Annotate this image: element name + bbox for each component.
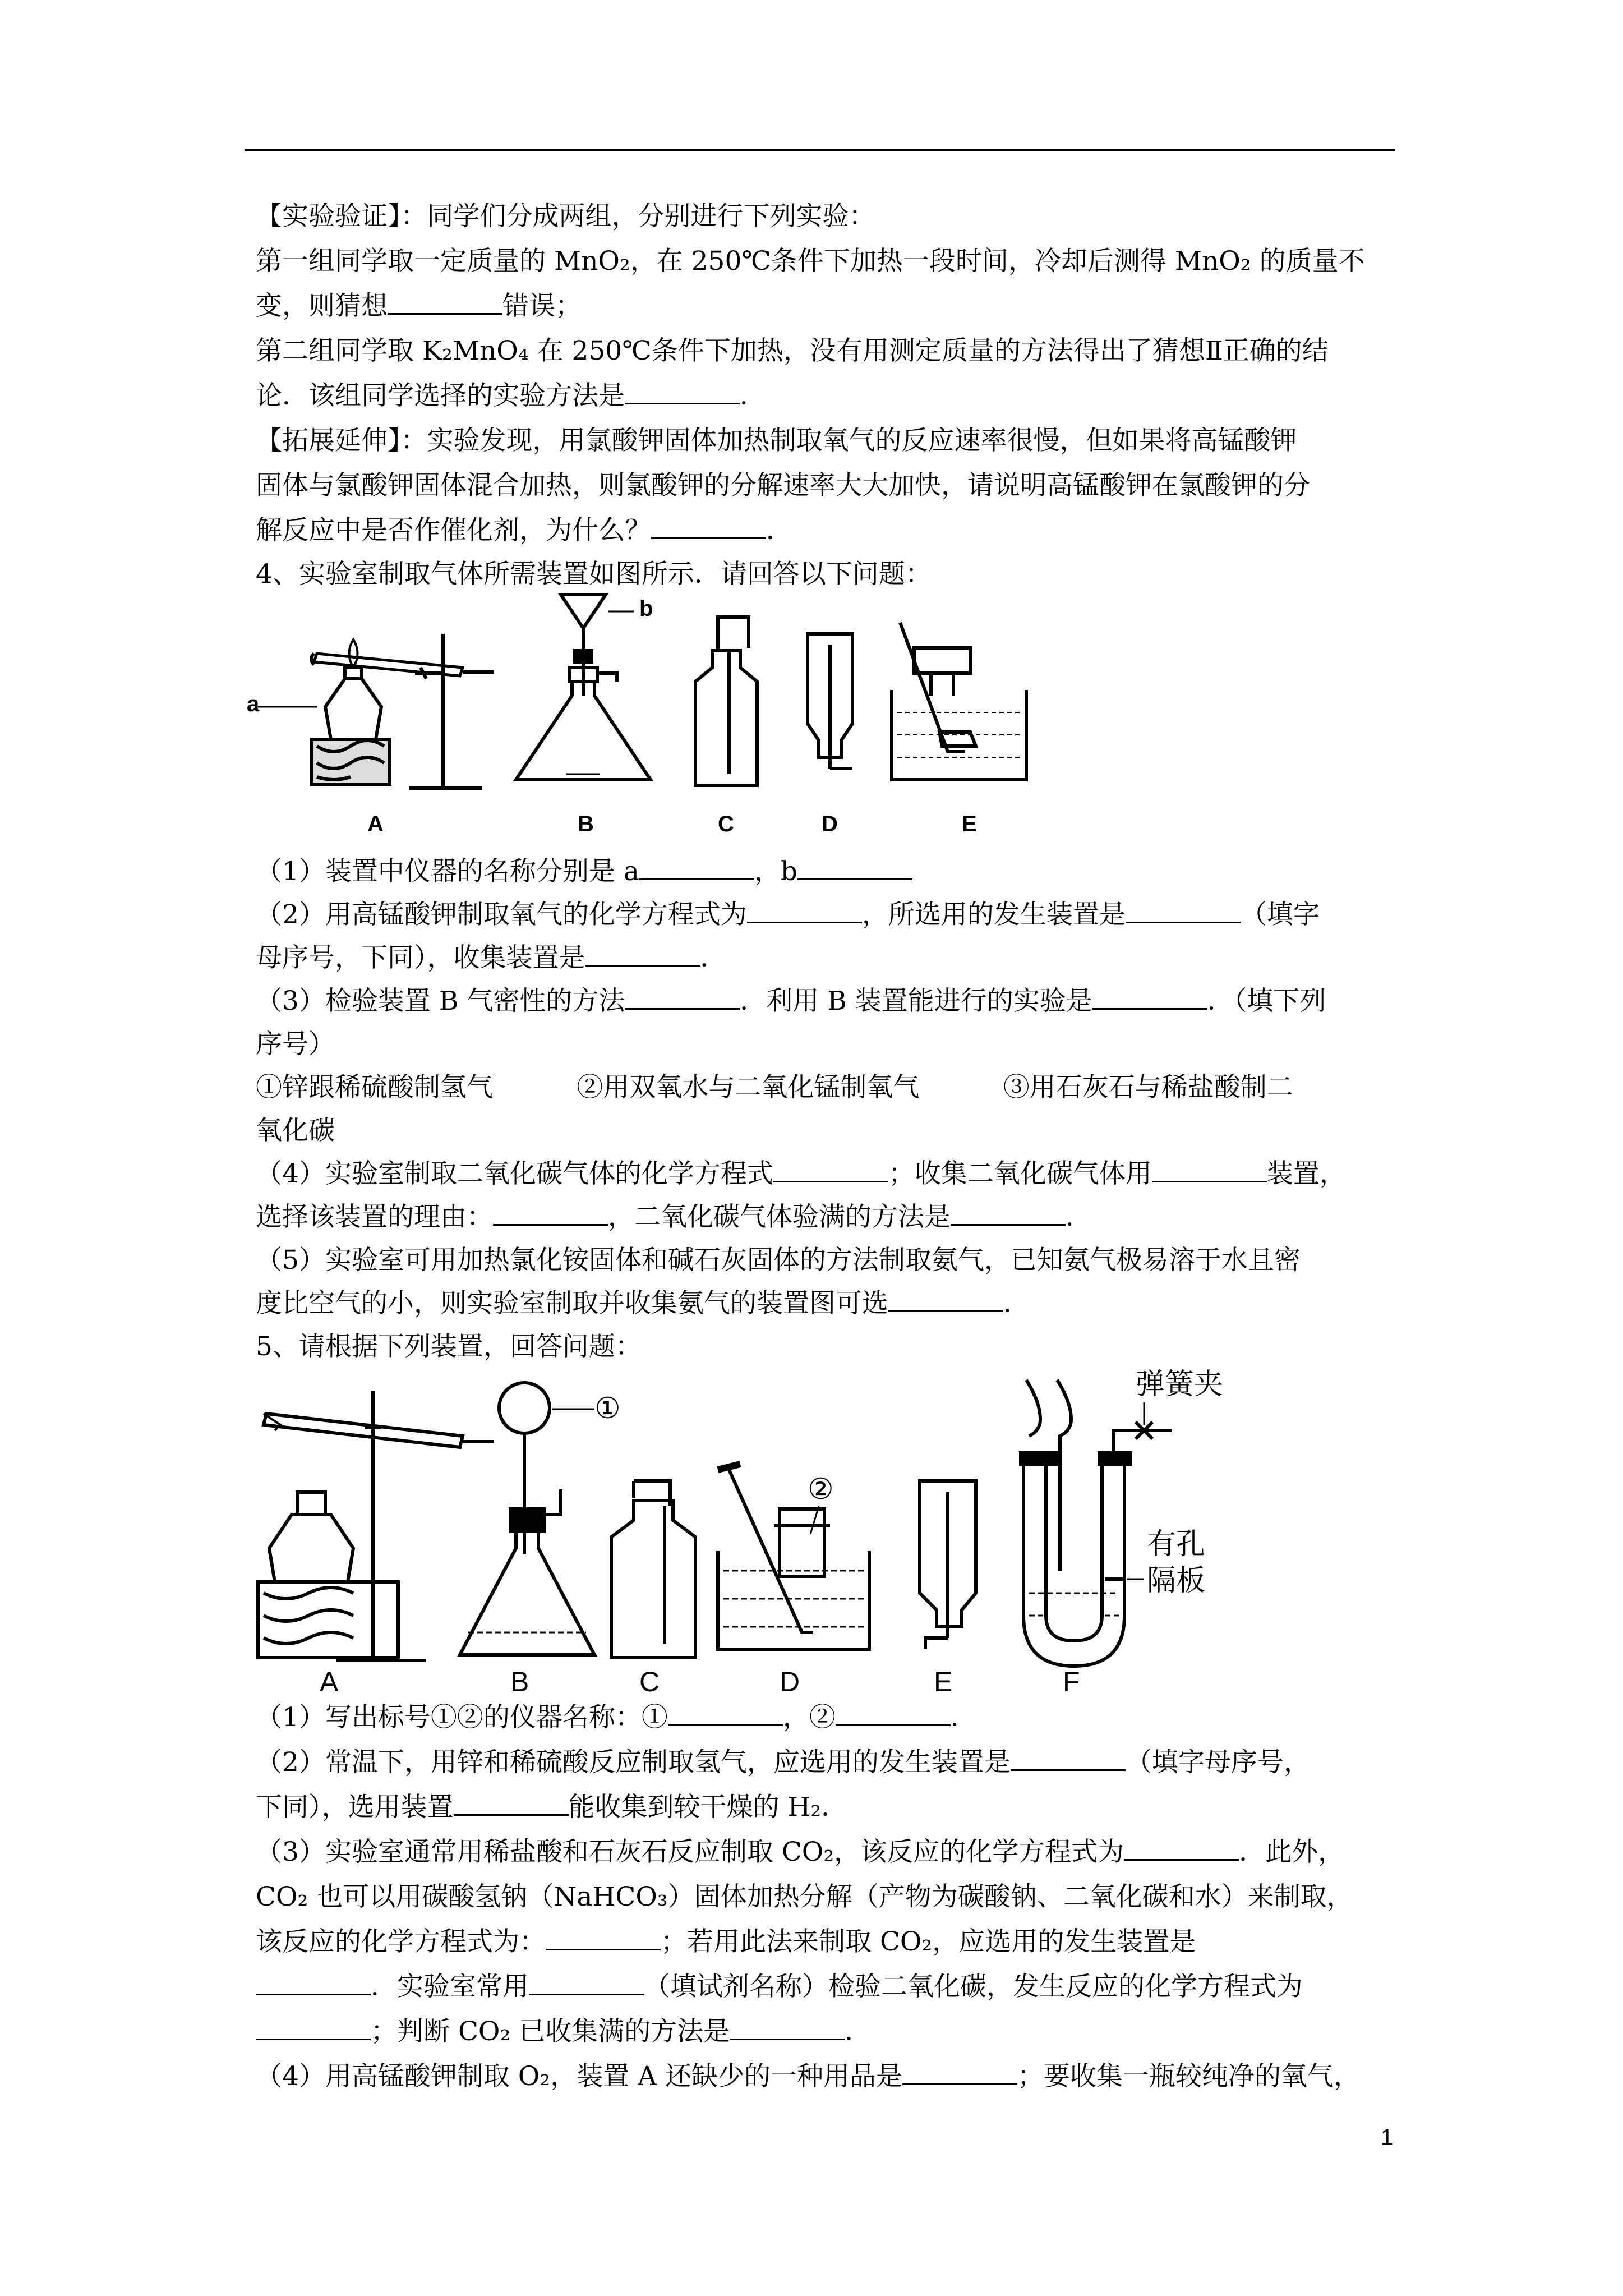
marker-2: ②: [808, 1473, 834, 1506]
text-line: [256, 425, 1297, 457]
answer-blank[interactable]: [730, 2016, 845, 2040]
answer-blank[interactable]: [902, 2061, 1017, 2085]
caption-d: D: [822, 812, 838, 836]
label-a: a: [247, 692, 260, 716]
text-line: [256, 1926, 1196, 1958]
caption-a: A: [367, 812, 384, 836]
answer-blank[interactable]: [639, 856, 754, 880]
answer-blank[interactable]: [625, 986, 740, 1010]
text-line: [256, 1792, 847, 1823]
text-line: [256, 1971, 1303, 2003]
apparatus-2d: [718, 1464, 869, 1697]
caption-2c: C: [639, 1666, 660, 1697]
figure-2-svg: [247, 1368, 1396, 1697]
text-segment: ．: [1066, 1202, 1092, 1232]
text-segment: ．利用 B 装置能进行的实验是: [740, 986, 1092, 1016]
text-line: [256, 1837, 1344, 1868]
text-segment: ．: [700, 942, 727, 973]
text-segment: 4、实验室制取气体所需装置如图所示．请回答以下问题：: [256, 559, 932, 590]
answer-blank[interactable]: [797, 856, 912, 880]
answer-blank[interactable]: [529, 1971, 644, 1995]
page-number: 1: [1381, 2125, 1394, 2150]
text-line: [256, 2016, 871, 2047]
label-perforated-plate-1: 有孔: [1147, 1528, 1206, 1561]
caption-b: B: [578, 812, 594, 836]
text-segment: （1）装置中仪器的名称分别是 a: [256, 856, 639, 887]
text-segment: 固体与氯酸钾固体混合加热，则氯酸钾的分解速率大大加快，请说明高锰酸钾在氯酸钾的分: [256, 470, 1310, 501]
text-line: [256, 1072, 1293, 1103]
text-line: [256, 1702, 977, 1733]
answer-blank[interactable]: [256, 2016, 371, 2040]
text-segment: 度比空气的小，则实验室制取并收集氨气的装置图可选: [256, 1288, 888, 1319]
text-segment: ，二氧化碳气体验满的方法是: [608, 1202, 951, 1232]
answer-blank[interactable]: [1126, 899, 1241, 923]
figure-1-svg: [247, 583, 1054, 841]
text-segment: （3）检验装置 B 气密性的方法: [256, 986, 625, 1016]
text-line: [256, 1245, 1301, 1276]
answer-blank[interactable]: [651, 515, 766, 539]
text-line: [256, 1202, 1092, 1233]
text-segment: 氧化碳: [256, 1115, 335, 1146]
label-perforated-plate-2: 隔板: [1147, 1565, 1206, 1597]
text-line: [256, 899, 1320, 931]
caption-2f: F: [1063, 1666, 1080, 1697]
text-segment: 第一组同学取一定质量的 MnO₂，在 250℃条件下加热一段时间，冷却后测得 MnO₂ 的质量不: [256, 246, 1365, 277]
text-segment: CO₂ 也可以用碳酸氢钠（NaHCO₃）固体加热分解（产物为碳酸钠、二氧化碳和水）来制取，: [256, 1881, 1353, 1912]
answer-blank[interactable]: [747, 899, 862, 923]
text-segment: ．: [950, 1702, 977, 1733]
text-segment: （填字: [1240, 899, 1320, 930]
text-line: [256, 380, 766, 412]
text-segment: （填字母序号，: [1125, 1747, 1310, 1778]
text-segment: 该反应的化学方程式为：: [256, 1926, 546, 1957]
text-line: [256, 986, 1326, 1017]
answer-blank[interactable]: [1124, 1837, 1239, 1861]
text-line: [256, 335, 1329, 367]
text-segment: （4）用高锰酸钾制取 O₂，装置 A 还缺少的一种用品是: [256, 2061, 903, 2092]
answer-blank[interactable]: [388, 291, 502, 315]
text-segment: ．此外，: [1239, 1837, 1345, 1867]
text-line: [256, 856, 912, 887]
text-segment: ．: [740, 380, 766, 411]
text-line: [256, 201, 875, 232]
apparatus-d: [808, 634, 852, 836]
figure-1-apparatus: [247, 583, 1054, 841]
answer-blank[interactable]: [256, 1971, 371, 1995]
apparatus-c: [695, 617, 757, 836]
text-segment: 选择该装置的理由：: [256, 1202, 493, 1232]
apparatus-2e: [920, 1481, 976, 1697]
text-segment: ．（填下列: [1207, 986, 1326, 1016]
text-segment: （1）写出标号①②的仪器名称：①: [256, 1702, 668, 1733]
text-segment: ；要收集一瓶较纯净的氧气，: [1017, 2061, 1361, 2092]
caption-2a: A: [320, 1666, 339, 1697]
text-segment: （4）实验室制取二氧化碳气体的化学方程式: [256, 1158, 773, 1189]
text-segment: 论．该组同学选择的实验方法是: [256, 380, 625, 411]
text-line: [256, 1158, 1346, 1190]
text-line: [256, 246, 1365, 277]
text-line: [256, 1331, 642, 1363]
caption-e: E: [962, 812, 977, 836]
text-line: [256, 1115, 335, 1147]
answer-blank[interactable]: [888, 1288, 1003, 1312]
text-segment: ①锌跟稀硫酸制氢气 ②用双氧水与二氧化锰制氧气 ③用石灰石与稀盐酸制二: [256, 1072, 1293, 1103]
text-segment: ．: [766, 515, 792, 546]
text-segment: 解反应中是否作催化剂，为什么？: [256, 515, 651, 546]
text-segment: 下同），选用装置: [256, 1792, 454, 1823]
answer-blank[interactable]: [546, 1926, 661, 1950]
label-b: b: [639, 596, 653, 621]
text-segment: 5、请根据下列装置，回答问题：: [256, 1331, 642, 1362]
answer-blank[interactable]: [493, 1202, 608, 1226]
answer-blank[interactable]: [585, 942, 700, 967]
text-segment: （5）实验室可用加热氯化铵固体和碱石灰固体的方法制取氨气，已知氨气极易溶于水且密: [256, 1245, 1301, 1276]
apparatus-b: [516, 595, 653, 836]
apparatus-2a: [258, 1391, 494, 1697]
text-segment: （3）实验室通常用稀盐酸和石灰石反应制取 CO₂，该反应的化学方程式为: [256, 1837, 1124, 1867]
text-segment: 【实验验证】：同学们分成两组，分别进行下列实验：: [256, 201, 875, 232]
header-rule: [245, 149, 1395, 151]
caption-2e: E: [934, 1666, 953, 1697]
apparatus-2b: [460, 1383, 621, 1697]
answer-blank[interactable]: [668, 1702, 783, 1726]
answer-blank[interactable]: [836, 1702, 951, 1726]
apparatus-2f: [1021, 1368, 1223, 1697]
text-segment: ，b: [754, 856, 797, 887]
text-line: [256, 470, 1310, 501]
caption-2b: B: [510, 1666, 529, 1697]
text-line: [256, 291, 582, 322]
caption-2d: D: [780, 1666, 800, 1697]
text-segment: 变，则猜想: [256, 291, 388, 321]
answer-blank[interactable]: [1011, 1747, 1126, 1771]
text-segment: ；收集二氧化碳气体用: [888, 1158, 1152, 1189]
label-spring-clip: 弹簧夹: [1136, 1368, 1224, 1401]
apparatus-a: [247, 634, 494, 836]
text-line: [256, 1288, 1030, 1319]
answer-blank[interactable]: [951, 1202, 1066, 1226]
text-segment: ，所选用的发生装置是: [861, 899, 1126, 930]
text-line: [256, 1747, 1310, 1778]
text-segment: ；若用此法来制取 CO₂，应选用的发生装置是: [661, 1926, 1196, 1957]
text-segment: 【拓展延伸】：实验发现，用氯酸钾固体加热制取氧气的反应速率很慢，但如果将高锰酸钾: [256, 425, 1297, 456]
text-segment: （2）常温下，用锌和稀硫酸反应制取氢气，应选用的发生装置是: [256, 1747, 1011, 1778]
text-segment: （填试剂名称）检验二氧化碳，发生反应的化学方程式为: [644, 1971, 1303, 2002]
text-segment: 错误；: [502, 291, 582, 321]
figure-2-apparatus: [247, 1368, 1396, 1697]
text-segment: ；判断 CO₂ 已收集满的方法是: [371, 2016, 730, 2047]
text-line: [256, 1881, 1353, 1913]
text-line: [256, 1029, 335, 1060]
answer-blank[interactable]: [1092, 986, 1207, 1010]
text-segment: 能收集到较干燥的 H₂．: [568, 1792, 848, 1823]
text-line: [256, 2061, 1360, 2092]
marker-1: ①: [594, 1392, 621, 1425]
answer-blank[interactable]: [454, 1792, 569, 1816]
text-line: [256, 515, 792, 546]
text-segment: （2）用高锰酸钾制取氧气的化学方程式为: [256, 899, 747, 930]
text-segment: ．: [845, 2016, 872, 2047]
text-segment: 母序号，下同），收集装置是: [256, 942, 585, 973]
text-segment: 序号）: [256, 1029, 335, 1060]
text-line: [256, 942, 727, 974]
text-segment: ，②: [782, 1702, 836, 1733]
answer-blank[interactable]: [773, 1158, 888, 1182]
caption-c: C: [718, 812, 734, 836]
answer-blank[interactable]: [625, 380, 740, 404]
text-segment: 第二组同学取 K₂MnO₄ 在 250℃条件下加热，没有用测定质量的方法得出了猜想Ⅱ正确的结: [256, 335, 1329, 366]
answer-blank[interactable]: [1152, 1158, 1267, 1182]
text-segment: ．实验室常用: [371, 1971, 529, 2002]
apparatus-2c: [611, 1481, 695, 1697]
apparatus-e: [892, 623, 1026, 836]
text-segment: ．: [1003, 1288, 1030, 1319]
text-segment: 装置，: [1266, 1158, 1346, 1189]
